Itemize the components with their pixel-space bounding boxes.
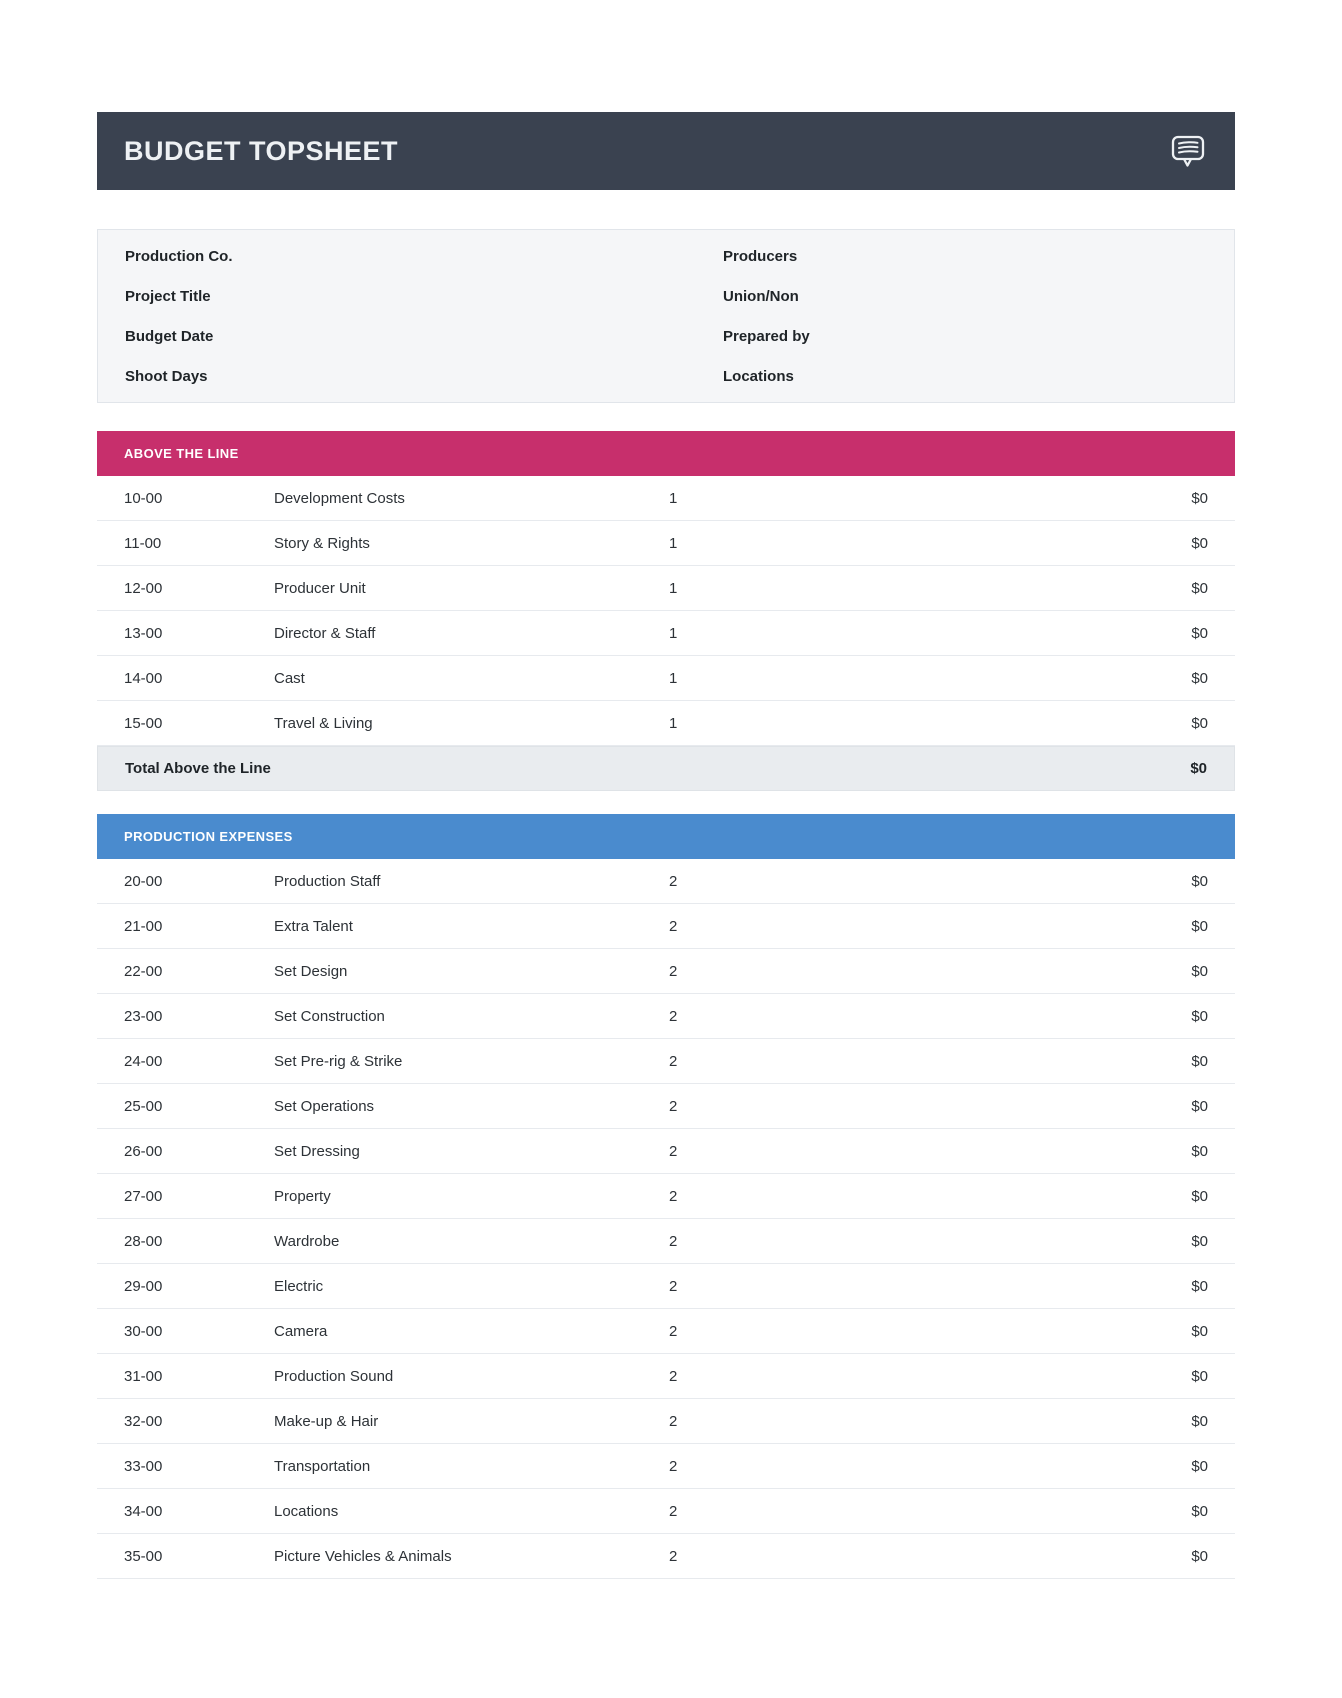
account-description: Development Costs: [274, 489, 405, 507]
field-prepared-by: [723, 328, 1234, 345]
amount: $0: [1191, 872, 1208, 890]
account-code: 30-00: [124, 1322, 163, 1340]
page-number: 2: [669, 1187, 678, 1205]
page-title: BUDGET TOPSHEET: [124, 135, 399, 166]
section-above-the-line: [97, 431, 1235, 791]
account-description: Transportation: [274, 1457, 371, 1475]
section-rows: [97, 859, 1235, 1579]
account-description: Story & Rights: [274, 534, 370, 552]
total-label: Total Above the Line: [125, 760, 271, 777]
page-number: 2: [669, 1052, 678, 1070]
page-number: 2: [669, 1277, 678, 1295]
page-number: 2: [669, 1322, 678, 1340]
comment-bubble-icon[interactable]: [1168, 131, 1208, 171]
amount: $0: [1191, 669, 1208, 687]
page-number: 2: [669, 962, 678, 980]
account-description: Production Staff: [274, 872, 381, 890]
amount: $0: [1191, 1232, 1208, 1250]
table-row: [97, 476, 1235, 521]
account-description: Picture Vehicles & Animals: [274, 1547, 452, 1565]
page-number: 2: [669, 917, 678, 935]
account-code: 27-00: [124, 1187, 163, 1205]
section-rows: [97, 476, 1235, 746]
account-code: 32-00: [124, 1412, 163, 1430]
amount: $0: [1191, 714, 1208, 732]
account-code: 25-00: [124, 1097, 163, 1115]
account-description: Camera: [274, 1322, 328, 1340]
amount: $0: [1191, 1502, 1208, 1520]
account-code: 14-00: [124, 669, 163, 687]
table-row: [97, 904, 1235, 949]
section-title: PRODUCTION EXPENSES: [124, 829, 293, 844]
page-number: 1: [669, 579, 678, 597]
table-row: [97, 1309, 1235, 1354]
amount: $0: [1191, 962, 1208, 980]
field-project-title: [125, 288, 723, 305]
account-code: 31-00: [124, 1367, 163, 1385]
page-header: [97, 112, 1235, 190]
table-row: [97, 1219, 1235, 1264]
account-description: Electric: [274, 1277, 324, 1295]
total-amount: $0: [1190, 760, 1207, 777]
field-union-non: [723, 288, 1234, 305]
page-number: 1: [669, 669, 678, 687]
account-code: 35-00: [124, 1547, 163, 1565]
account-description: Director & Staff: [274, 624, 376, 642]
account-description: Set Construction: [274, 1007, 385, 1025]
table-row: [97, 1264, 1235, 1309]
account-code: 26-00: [124, 1142, 163, 1160]
table-row: [97, 1174, 1235, 1219]
page-number: 2: [669, 1367, 678, 1385]
section-production-expenses: [97, 814, 1235, 1579]
total-above-the-line-row: [97, 746, 1235, 791]
table-row: [97, 1129, 1235, 1174]
table-row: [97, 1534, 1235, 1579]
table-row: [97, 1399, 1235, 1444]
field-label: Project Title: [125, 287, 211, 305]
page-number: 2: [669, 872, 678, 890]
table-row: [97, 656, 1235, 701]
field-label: Locations: [723, 367, 794, 385]
field-label: Prepared by: [723, 327, 810, 345]
account-code: 22-00: [124, 962, 163, 980]
page-number: 2: [669, 1232, 678, 1250]
page-number: 1: [669, 624, 678, 642]
page-number: 2: [669, 1412, 678, 1430]
account-code: 33-00: [124, 1457, 163, 1475]
account-description: Producer Unit: [274, 579, 366, 597]
table-row: [97, 521, 1235, 566]
account-code: 21-00: [124, 917, 163, 935]
page-number: 2: [669, 1142, 678, 1160]
amount: $0: [1191, 1187, 1208, 1205]
field-label: Shoot Days: [125, 367, 208, 385]
table-row: [97, 1489, 1235, 1534]
account-code: 15-00: [124, 714, 163, 732]
account-description: Property: [274, 1187, 331, 1205]
page-number: 2: [669, 1007, 678, 1025]
account-code: 12-00: [124, 579, 163, 597]
field-label: Production Co.: [125, 247, 233, 265]
table-row: [97, 949, 1235, 994]
amount: $0: [1191, 489, 1208, 507]
amount: $0: [1191, 1412, 1208, 1430]
amount: $0: [1191, 624, 1208, 642]
table-row: [97, 1084, 1235, 1129]
page-number: 2: [669, 1457, 678, 1475]
page-number: 1: [669, 534, 678, 552]
table-row: [97, 1354, 1235, 1399]
amount: $0: [1191, 1007, 1208, 1025]
page-number: 1: [669, 714, 678, 732]
section-header-above-the-line: [97, 431, 1235, 476]
table-row: [97, 566, 1235, 611]
table-row: [97, 994, 1235, 1039]
field-label: Budget Date: [125, 327, 214, 345]
account-description: Travel & Living: [274, 714, 373, 732]
account-code: 13-00: [124, 624, 163, 642]
field-locations: [723, 368, 1234, 385]
section-header-production-expenses: [97, 814, 1235, 859]
account-code: 10-00: [124, 489, 163, 507]
page-number: 2: [669, 1097, 678, 1115]
field-production-co: [125, 248, 723, 265]
amount: $0: [1191, 1277, 1208, 1295]
account-code: 28-00: [124, 1232, 163, 1250]
account-description: Set Operations: [274, 1097, 375, 1115]
account-description: Set Dressing: [274, 1142, 360, 1160]
account-description: Cast: [274, 669, 305, 687]
page-number: 2: [669, 1547, 678, 1565]
account-code: 23-00: [124, 1007, 163, 1025]
account-description: Wardrobe: [274, 1232, 340, 1250]
page-number: 1: [669, 489, 678, 507]
amount: $0: [1191, 1367, 1208, 1385]
account-description: Extra Talent: [274, 917, 353, 935]
account-code: 11-00: [124, 534, 162, 552]
table-row: [97, 701, 1235, 746]
amount: $0: [1191, 1547, 1208, 1565]
amount: $0: [1191, 534, 1208, 552]
account-description: Set Design: [274, 962, 348, 980]
field-label: Producers: [723, 247, 798, 265]
amount: $0: [1191, 1052, 1208, 1070]
content-column: [97, 0, 1235, 1579]
table-row: [97, 611, 1235, 656]
field-shoot-days: [125, 368, 723, 385]
account-code: 20-00: [124, 872, 163, 890]
section-title: ABOVE THE LINE: [124, 446, 239, 461]
amount: $0: [1191, 1142, 1208, 1160]
table-row: [97, 1039, 1235, 1084]
account-description: Locations: [274, 1502, 339, 1520]
field-budget-date: [125, 328, 723, 345]
account-description: Set Pre-rig & Strike: [274, 1052, 403, 1070]
field-label: Union/Non: [723, 287, 799, 305]
account-description: Make-up & Hair: [274, 1412, 379, 1430]
page-number: 2: [669, 1502, 678, 1520]
account-code: 24-00: [124, 1052, 163, 1070]
amount: $0: [1191, 1097, 1208, 1115]
table-row: [97, 1444, 1235, 1489]
amount: $0: [1191, 1457, 1208, 1475]
amount: $0: [1191, 917, 1208, 935]
amount: $0: [1191, 579, 1208, 597]
production-info-box: [97, 229, 1235, 403]
table-row: [97, 859, 1235, 904]
account-description: Production Sound: [274, 1367, 394, 1385]
field-producers: [723, 248, 1234, 265]
account-code: 34-00: [124, 1502, 163, 1520]
amount: $0: [1191, 1322, 1208, 1340]
account-code: 29-00: [124, 1277, 163, 1295]
